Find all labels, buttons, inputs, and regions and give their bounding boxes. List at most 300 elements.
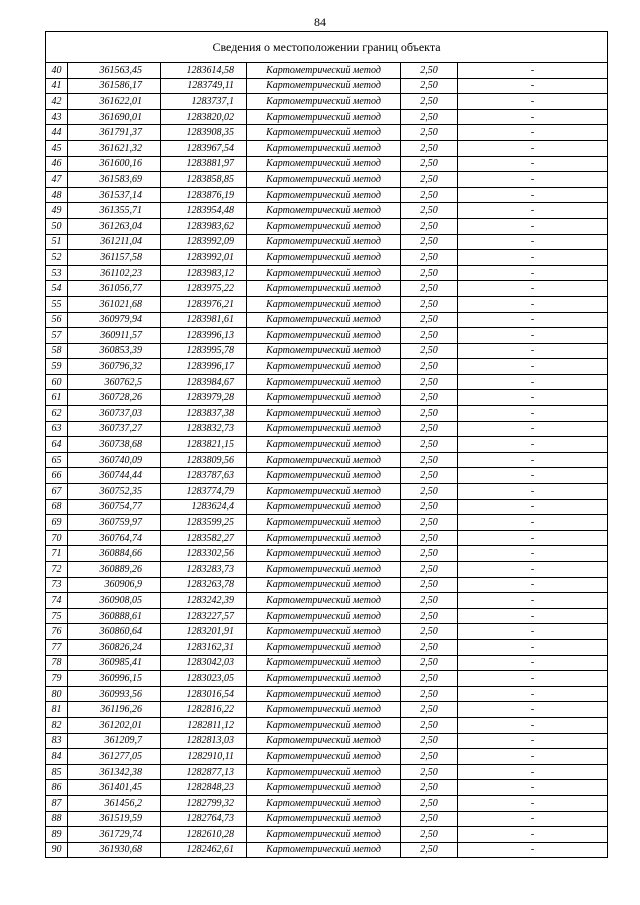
coordinate-x-cell: 360853,39 xyxy=(68,343,161,359)
coordinate-x-cell: 360762,5 xyxy=(68,374,161,390)
coordinate-y-cell: 1283975,22 xyxy=(161,281,247,297)
description-cell: - xyxy=(458,484,608,500)
table-row xyxy=(46,218,608,234)
coordinate-x-cell: 361537,14 xyxy=(68,187,161,203)
method-cell: Картометрический метод xyxy=(247,577,401,593)
method-cell: Картометрический метод xyxy=(247,250,401,266)
coordinate-x-cell: 361600,16 xyxy=(68,156,161,172)
coordinate-y-cell: 1282799,32 xyxy=(161,795,247,811)
accuracy-cell: 2,50 xyxy=(401,374,458,390)
point-number-cell: 50 xyxy=(46,218,68,234)
accuracy-cell: 2,50 xyxy=(401,250,458,266)
coordinate-y-cell: 1283302,56 xyxy=(161,546,247,562)
coordinate-y-cell: 1283624,4 xyxy=(161,499,247,515)
description-cell: - xyxy=(458,764,608,780)
point-number-cell: 90 xyxy=(46,842,68,858)
coordinate-x-cell: 361586,17 xyxy=(68,78,161,94)
point-number-cell: 74 xyxy=(46,593,68,609)
coordinate-y-cell: 1283832,73 xyxy=(161,421,247,437)
description-cell: - xyxy=(458,343,608,359)
coordinate-y-cell: 1283242,39 xyxy=(161,593,247,609)
accuracy-cell: 2,50 xyxy=(401,63,458,79)
coordinate-y-cell: 1283881,97 xyxy=(161,156,247,172)
method-cell: Картометрический метод xyxy=(247,733,401,749)
coordinate-x-cell: 361157,58 xyxy=(68,250,161,266)
coordinate-x-cell: 361456,2 xyxy=(68,795,161,811)
coordinate-x-cell: 361690,01 xyxy=(68,109,161,125)
coordinate-y-cell: 1283979,28 xyxy=(161,390,247,406)
coordinate-x-cell: 361211,04 xyxy=(68,234,161,250)
description-cell: - xyxy=(458,671,608,687)
table-row xyxy=(46,546,608,562)
table-row xyxy=(46,655,608,671)
table-row xyxy=(46,484,608,500)
description-cell: - xyxy=(458,203,608,219)
coordinate-y-cell: 1283858,85 xyxy=(161,172,247,188)
description-cell: - xyxy=(458,608,608,624)
coordinate-x-cell: 361263,04 xyxy=(68,218,161,234)
point-number-cell: 44 xyxy=(46,125,68,141)
method-cell: Картометрический метод xyxy=(247,562,401,578)
coordinate-y-cell: 1282910,11 xyxy=(161,749,247,765)
accuracy-cell: 2,50 xyxy=(401,811,458,827)
point-number-cell: 57 xyxy=(46,328,68,344)
accuracy-cell: 2,50 xyxy=(401,749,458,765)
coordinate-x-cell: 360740,09 xyxy=(68,452,161,468)
accuracy-cell: 2,50 xyxy=(401,156,458,172)
table-row xyxy=(46,593,608,609)
table-row xyxy=(46,250,608,266)
method-cell: Картометрический метод xyxy=(247,717,401,733)
table-row xyxy=(46,390,608,406)
description-cell: - xyxy=(458,187,608,203)
description-cell: - xyxy=(458,406,608,422)
coordinate-y-cell: 1283023,05 xyxy=(161,671,247,687)
method-cell: Картометрический метод xyxy=(247,515,401,531)
method-cell: Картометрический метод xyxy=(247,203,401,219)
table-row xyxy=(46,842,608,858)
coordinate-x-cell: 361209,7 xyxy=(68,733,161,749)
accuracy-cell: 2,50 xyxy=(401,421,458,437)
method-cell: Картометрический метод xyxy=(247,437,401,453)
description-cell: - xyxy=(458,390,608,406)
point-number-cell: 40 xyxy=(46,63,68,79)
method-cell: Картометрический метод xyxy=(247,749,401,765)
accuracy-cell: 2,50 xyxy=(401,390,458,406)
method-cell: Картометрический метод xyxy=(247,702,401,718)
method-cell: Картометрический метод xyxy=(247,265,401,281)
table-row xyxy=(46,281,608,297)
accuracy-cell: 2,50 xyxy=(401,406,458,422)
coordinate-y-cell: 1283016,54 xyxy=(161,686,247,702)
coordinate-x-cell: 361563,45 xyxy=(68,63,161,79)
point-number-cell: 41 xyxy=(46,78,68,94)
boundary-table xyxy=(45,31,608,858)
accuracy-cell: 2,50 xyxy=(401,702,458,718)
description-cell: - xyxy=(458,468,608,484)
description-cell: - xyxy=(458,546,608,562)
table-row xyxy=(46,140,608,156)
point-number-cell: 45 xyxy=(46,140,68,156)
method-cell: Картометрический метод xyxy=(247,63,401,79)
description-cell: - xyxy=(458,359,608,375)
table-row xyxy=(46,296,608,312)
point-number-cell: 47 xyxy=(46,172,68,188)
table-row xyxy=(46,749,608,765)
description-cell: - xyxy=(458,639,608,655)
description-cell: - xyxy=(458,530,608,546)
accuracy-cell: 2,50 xyxy=(401,312,458,328)
description-cell: - xyxy=(458,109,608,125)
point-number-cell: 43 xyxy=(46,109,68,125)
description-cell: - xyxy=(458,593,608,609)
coordinate-y-cell: 1283821,15 xyxy=(161,437,247,453)
accuracy-cell: 2,50 xyxy=(401,234,458,250)
accuracy-cell: 2,50 xyxy=(401,484,458,500)
method-cell: Картометрический метод xyxy=(247,499,401,515)
method-cell: Картометрический метод xyxy=(247,78,401,94)
description-cell: - xyxy=(458,281,608,297)
page-number: 84 xyxy=(314,15,326,29)
table-row xyxy=(46,717,608,733)
table-row xyxy=(46,343,608,359)
coordinate-x-cell: 360738,68 xyxy=(68,437,161,453)
accuracy-cell: 2,50 xyxy=(401,842,458,858)
method-cell: Картометрический метод xyxy=(247,842,401,858)
accuracy-cell: 2,50 xyxy=(401,499,458,515)
point-number-cell: 53 xyxy=(46,265,68,281)
description-cell: - xyxy=(458,749,608,765)
coordinate-x-cell: 361401,45 xyxy=(68,780,161,796)
point-number-cell: 79 xyxy=(46,671,68,687)
table-row xyxy=(46,827,608,843)
accuracy-cell: 2,50 xyxy=(401,265,458,281)
point-number-cell: 60 xyxy=(46,374,68,390)
method-cell: Картометрический метод xyxy=(247,764,401,780)
table-row xyxy=(46,811,608,827)
accuracy-cell: 2,50 xyxy=(401,624,458,640)
coordinate-y-cell: 1283976,21 xyxy=(161,296,247,312)
method-cell: Картометрический метод xyxy=(247,156,401,172)
coordinate-x-cell: 360744,44 xyxy=(68,468,161,484)
coordinate-x-cell: 361621,32 xyxy=(68,140,161,156)
accuracy-cell: 2,50 xyxy=(401,78,458,94)
coordinate-x-cell: 361622,01 xyxy=(68,94,161,110)
coordinate-y-cell: 1283996,13 xyxy=(161,328,247,344)
table-row xyxy=(46,780,608,796)
description-cell: - xyxy=(458,577,608,593)
table-row xyxy=(46,452,608,468)
accuracy-cell: 2,50 xyxy=(401,780,458,796)
method-cell: Картометрический метод xyxy=(247,328,401,344)
coordinate-y-cell: 1282811,12 xyxy=(161,717,247,733)
point-number-cell: 71 xyxy=(46,546,68,562)
coordinate-x-cell: 360889,26 xyxy=(68,562,161,578)
description-cell: - xyxy=(458,655,608,671)
coordinate-y-cell: 1283984,67 xyxy=(161,374,247,390)
point-number-cell: 73 xyxy=(46,577,68,593)
coordinate-x-cell: 360728,26 xyxy=(68,390,161,406)
coordinate-x-cell: 360737,03 xyxy=(68,406,161,422)
coordinate-x-cell: 360993,56 xyxy=(68,686,161,702)
accuracy-cell: 2,50 xyxy=(401,359,458,375)
table-title: Сведения о местоположении границ объекта xyxy=(46,32,608,63)
point-number-cell: 49 xyxy=(46,203,68,219)
method-cell: Картометрический метод xyxy=(247,312,401,328)
point-number-cell: 82 xyxy=(46,717,68,733)
accuracy-cell: 2,50 xyxy=(401,733,458,749)
method-cell: Картометрический метод xyxy=(247,343,401,359)
method-cell: Картометрический метод xyxy=(247,811,401,827)
coordinate-y-cell: 1283227,57 xyxy=(161,608,247,624)
description-cell: - xyxy=(458,686,608,702)
description-cell: - xyxy=(458,452,608,468)
coordinate-y-cell: 1283042,03 xyxy=(161,655,247,671)
table-row xyxy=(46,94,608,110)
point-number-cell: 62 xyxy=(46,406,68,422)
table-row xyxy=(46,608,608,624)
description-cell: - xyxy=(458,437,608,453)
table-row xyxy=(46,624,608,640)
accuracy-cell: 2,50 xyxy=(401,795,458,811)
table-row xyxy=(46,437,608,453)
description-cell: - xyxy=(458,250,608,266)
point-number-cell: 85 xyxy=(46,764,68,780)
point-number-cell: 52 xyxy=(46,250,68,266)
method-cell: Картометрический метод xyxy=(247,359,401,375)
description-cell: - xyxy=(458,296,608,312)
description-cell: - xyxy=(458,842,608,858)
method-cell: Картометрический метод xyxy=(247,686,401,702)
coordinate-y-cell: 1283599,25 xyxy=(161,515,247,531)
description-cell: - xyxy=(458,78,608,94)
method-cell: Картометрический метод xyxy=(247,795,401,811)
point-number-cell: 58 xyxy=(46,343,68,359)
accuracy-cell: 2,50 xyxy=(401,764,458,780)
point-number-cell: 51 xyxy=(46,234,68,250)
coordinate-y-cell: 1283983,62 xyxy=(161,218,247,234)
point-number-cell: 42 xyxy=(46,94,68,110)
accuracy-cell: 2,50 xyxy=(401,546,458,562)
accuracy-cell: 2,50 xyxy=(401,577,458,593)
method-cell: Картометрический метод xyxy=(247,296,401,312)
point-number-cell: 70 xyxy=(46,530,68,546)
accuracy-cell: 2,50 xyxy=(401,218,458,234)
method-cell: Картометрический метод xyxy=(247,94,401,110)
description-cell: - xyxy=(458,624,608,640)
coordinate-y-cell: 1283876,19 xyxy=(161,187,247,203)
table-row xyxy=(46,78,608,94)
coordinate-x-cell: 361056,77 xyxy=(68,281,161,297)
coordinate-y-cell: 1282848,23 xyxy=(161,780,247,796)
point-number-cell: 63 xyxy=(46,421,68,437)
point-number-cell: 65 xyxy=(46,452,68,468)
point-number-cell: 77 xyxy=(46,639,68,655)
table-row xyxy=(46,109,608,125)
table-row xyxy=(46,577,608,593)
point-number-cell: 88 xyxy=(46,811,68,827)
coordinate-x-cell: 360996,15 xyxy=(68,671,161,687)
method-cell: Картометрический метод xyxy=(247,390,401,406)
accuracy-cell: 2,50 xyxy=(401,671,458,687)
accuracy-cell: 2,50 xyxy=(401,593,458,609)
accuracy-cell: 2,50 xyxy=(401,530,458,546)
description-cell: - xyxy=(458,562,608,578)
table-row xyxy=(46,421,608,437)
coordinate-x-cell: 360979,94 xyxy=(68,312,161,328)
coordinate-x-cell: 360752,35 xyxy=(68,484,161,500)
coordinate-x-cell: 361202,01 xyxy=(68,717,161,733)
table-row xyxy=(46,671,608,687)
method-cell: Картометрический метод xyxy=(247,827,401,843)
coordinate-x-cell: 361342,38 xyxy=(68,764,161,780)
method-cell: Картометрический метод xyxy=(247,639,401,655)
coordinate-y-cell: 1283749,11 xyxy=(161,78,247,94)
table-row xyxy=(46,406,608,422)
coordinate-y-cell: 1283820,02 xyxy=(161,109,247,125)
coordinate-x-cell: 360764,74 xyxy=(68,530,161,546)
method-cell: Картометрический метод xyxy=(247,374,401,390)
table-row xyxy=(46,515,608,531)
coordinate-x-cell: 360754,77 xyxy=(68,499,161,515)
coordinate-y-cell: 1283992,01 xyxy=(161,250,247,266)
accuracy-cell: 2,50 xyxy=(401,281,458,297)
point-number-cell: 89 xyxy=(46,827,68,843)
method-cell: Картометрический метод xyxy=(247,406,401,422)
point-number-cell: 56 xyxy=(46,312,68,328)
accuracy-cell: 2,50 xyxy=(401,187,458,203)
coordinate-y-cell: 1283908,35 xyxy=(161,125,247,141)
point-number-cell: 78 xyxy=(46,655,68,671)
description-cell: - xyxy=(458,94,608,110)
point-number-cell: 68 xyxy=(46,499,68,515)
coordinate-y-cell: 1283774,79 xyxy=(161,484,247,500)
description-cell: - xyxy=(458,795,608,811)
coordinate-x-cell: 360737,27 xyxy=(68,421,161,437)
method-cell: Картометрический метод xyxy=(247,172,401,188)
coordinate-y-cell: 1283162,31 xyxy=(161,639,247,655)
description-cell: - xyxy=(458,125,608,141)
table-row xyxy=(46,328,608,344)
method-cell: Картометрический метод xyxy=(247,234,401,250)
method-cell: Картометрический метод xyxy=(247,608,401,624)
accuracy-cell: 2,50 xyxy=(401,452,458,468)
accuracy-cell: 2,50 xyxy=(401,328,458,344)
accuracy-cell: 2,50 xyxy=(401,608,458,624)
accuracy-cell: 2,50 xyxy=(401,717,458,733)
coordinate-y-cell: 1283737,1 xyxy=(161,94,247,110)
method-cell: Картометрический метод xyxy=(247,655,401,671)
description-cell: - xyxy=(458,328,608,344)
description-cell: - xyxy=(458,499,608,515)
table-row xyxy=(46,795,608,811)
table-row xyxy=(46,374,608,390)
point-number-cell: 67 xyxy=(46,484,68,500)
table-row xyxy=(46,733,608,749)
coordinate-x-cell: 360888,61 xyxy=(68,608,161,624)
coordinate-x-cell: 360911,57 xyxy=(68,328,161,344)
accuracy-cell: 2,50 xyxy=(401,639,458,655)
table-row xyxy=(46,530,608,546)
coordinate-x-cell: 361021,68 xyxy=(68,296,161,312)
description-cell: - xyxy=(458,780,608,796)
point-number-cell: 48 xyxy=(46,187,68,203)
coordinate-x-cell: 361102,23 xyxy=(68,265,161,281)
coordinate-x-cell: 361196,26 xyxy=(68,702,161,718)
accuracy-cell: 2,50 xyxy=(401,203,458,219)
table-row xyxy=(46,359,608,375)
accuracy-cell: 2,50 xyxy=(401,437,458,453)
coordinate-x-cell: 360906,9 xyxy=(68,577,161,593)
description-cell: - xyxy=(458,234,608,250)
coordinate-x-cell: 361729,74 xyxy=(68,827,161,843)
coordinate-x-cell: 361791,37 xyxy=(68,125,161,141)
description-cell: - xyxy=(458,156,608,172)
accuracy-cell: 2,50 xyxy=(401,562,458,578)
coordinate-x-cell: 360884,66 xyxy=(68,546,161,562)
table-row xyxy=(46,499,608,515)
description-cell: - xyxy=(458,218,608,234)
coordinate-y-cell: 1283283,73 xyxy=(161,562,247,578)
description-cell: - xyxy=(458,811,608,827)
point-number-cell: 83 xyxy=(46,733,68,749)
table-title-row xyxy=(46,32,608,63)
point-number-cell: 55 xyxy=(46,296,68,312)
table-row xyxy=(46,639,608,655)
coordinate-y-cell: 1283996,17 xyxy=(161,359,247,375)
coordinate-x-cell: 361277,05 xyxy=(68,749,161,765)
point-number-cell: 80 xyxy=(46,686,68,702)
accuracy-cell: 2,50 xyxy=(401,515,458,531)
coordinate-x-cell: 360860,64 xyxy=(68,624,161,640)
point-number-cell: 87 xyxy=(46,795,68,811)
method-cell: Картометрический метод xyxy=(247,140,401,156)
point-number-cell: 72 xyxy=(46,562,68,578)
coordinate-y-cell: 1282816,22 xyxy=(161,702,247,718)
description-cell: - xyxy=(458,515,608,531)
coordinate-y-cell: 1283995,78 xyxy=(161,343,247,359)
point-number-cell: 46 xyxy=(46,156,68,172)
coordinate-y-cell: 1283201,91 xyxy=(161,624,247,640)
table-row xyxy=(46,764,608,780)
description-cell: - xyxy=(458,827,608,843)
coordinate-x-cell: 360908,05 xyxy=(68,593,161,609)
point-number-cell: 84 xyxy=(46,749,68,765)
coordinate-x-cell: 361930,68 xyxy=(68,842,161,858)
table-row xyxy=(46,686,608,702)
coordinate-y-cell: 1283967,54 xyxy=(161,140,247,156)
coordinate-x-cell: 361583,69 xyxy=(68,172,161,188)
coordinate-y-cell: 1282764,73 xyxy=(161,811,247,827)
coordinate-x-cell: 360796,32 xyxy=(68,359,161,375)
coordinate-y-cell: 1282610,28 xyxy=(161,827,247,843)
accuracy-cell: 2,50 xyxy=(401,655,458,671)
table-body xyxy=(46,32,608,858)
coordinate-y-cell: 1282462,61 xyxy=(161,842,247,858)
description-cell: - xyxy=(458,172,608,188)
coordinate-x-cell: 360985,41 xyxy=(68,655,161,671)
accuracy-cell: 2,50 xyxy=(401,468,458,484)
method-cell: Картометрический метод xyxy=(247,671,401,687)
point-number-cell: 76 xyxy=(46,624,68,640)
description-cell: - xyxy=(458,421,608,437)
point-number-cell: 86 xyxy=(46,780,68,796)
point-number-cell: 81 xyxy=(46,702,68,718)
accuracy-cell: 2,50 xyxy=(401,109,458,125)
description-cell: - xyxy=(458,312,608,328)
table-row xyxy=(46,203,608,219)
description-cell: - xyxy=(458,140,608,156)
